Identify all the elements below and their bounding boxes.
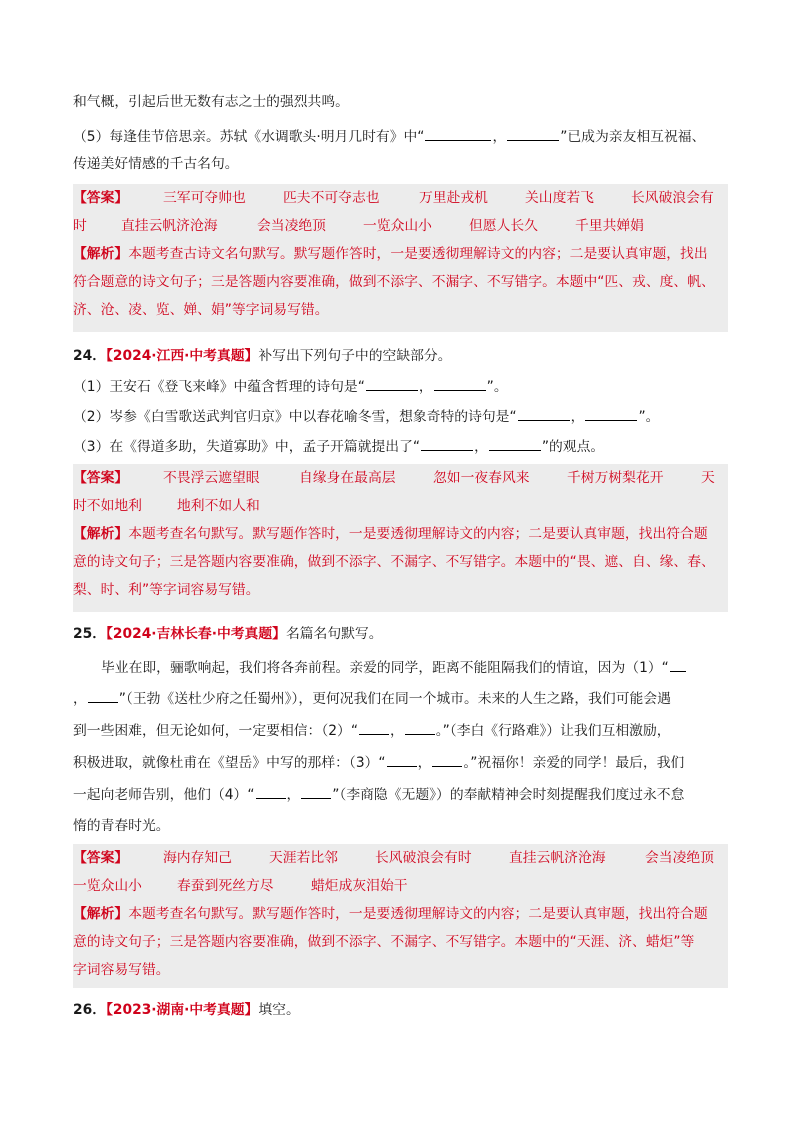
answer-item: 一览众山小 <box>363 218 432 234</box>
answer-blank <box>359 720 389 735</box>
answer-blank <box>256 784 286 799</box>
answer-item: 时不如地利 <box>73 498 142 514</box>
passage-line <box>73 784 684 804</box>
passage-line <box>101 657 687 677</box>
question-5 <box>73 126 705 146</box>
answer-blank <box>405 720 435 735</box>
answer-block <box>73 464 728 612</box>
answer-item: 但愿人长久 <box>469 218 538 234</box>
analysis-tag: 【解析】 <box>73 246 129 262</box>
answer-blank <box>518 406 570 421</box>
separator: ， <box>492 129 507 145</box>
analysis-text: 本题考查名句默写。默写题作答时，一是要透彻理解诗文的内容；二是要认真审题，找出符合题 <box>128 526 708 542</box>
analysis-tag: 【解析】 <box>73 906 129 922</box>
analysis-line <box>73 904 708 924</box>
answer-blank <box>489 436 541 451</box>
analysis-line: 济、沧、凌、览、婵、娟”等字词易写错。 <box>73 302 329 318</box>
question-source: 【2023·湖南·中考真题】 <box>106 1002 259 1018</box>
answer-item: 一览众山小 <box>73 878 142 894</box>
q5-text: ”已成为亲友相互祝福、 <box>560 129 706 145</box>
question-number: 24． <box>73 348 106 364</box>
passage-text: ， <box>389 723 404 739</box>
answer-item: 匹夫不可夺志也 <box>283 190 380 206</box>
sub-question-text: （1）王安石《登飞来峰》中蕴含哲理的诗句是“ <box>73 379 365 395</box>
answer-item: 千里共婵娟 <box>575 218 644 234</box>
q5-text: （5）每逢佳节倍思亲。苏轼《水调歌头·明月几时有》中“ <box>73 129 425 145</box>
analysis-line: 梨、时、利”等字词容易写错。 <box>73 582 260 598</box>
analysis-line: 符合题意的诗文句子；三是答题内容要准确，做到不添字、不漏字、不写错字。本题中“匹、戎、度、帆、 <box>73 274 715 290</box>
answer-blank <box>425 126 491 141</box>
answer-tag: 【答案】 <box>73 470 129 486</box>
answer-item: 天涯若比邻 <box>269 850 338 866</box>
sub-question-text: ”。 <box>638 409 660 425</box>
answer-item: 直挂云帆济沧海 <box>121 218 218 234</box>
question-stem: 填空。 <box>258 1002 300 1018</box>
answer-blank <box>366 376 418 391</box>
analysis-line <box>73 524 708 544</box>
passage-line <box>73 752 684 772</box>
answer-tag: 【答案】 <box>73 190 129 206</box>
passage-text: 到一些困难，但无论如何，一定要相信：（2）“ <box>73 723 358 739</box>
answer-block <box>73 844 728 988</box>
analysis-text: 本题考查古诗文名句默写。默写题作答时，一是要透彻理解诗文的内容；二是要认真审题，找出 <box>128 246 708 262</box>
passage-text: 。”祝福你！亲爱的同学！最后，我们 <box>463 755 685 771</box>
answer-item: 关山度若飞 <box>525 190 594 206</box>
passage-text: 毕业在即，骊歌响起，我们将各奔前程。亲爱的同学，距离不能阻隔我们的情谊，因为（1）“ <box>101 660 669 676</box>
question-source: 【2024·江西·中考真题】 <box>106 348 259 364</box>
answer-item: 会当凌绝顶 <box>645 850 714 866</box>
question-stem: 补写出下列句子中的空缺部分。 <box>258 348 452 364</box>
question-24-header <box>73 346 452 366</box>
separator: ， <box>570 409 585 425</box>
answer-item: 天 <box>701 470 715 486</box>
answer-item: 会当凌绝顶 <box>257 218 326 234</box>
question-number: 25． <box>73 626 106 642</box>
passage-text: ， <box>286 787 301 803</box>
passage-line <box>73 720 671 740</box>
answer-blank <box>670 657 686 672</box>
analysis-line: 字词容易写错。 <box>73 962 170 978</box>
answer-blank <box>301 784 331 799</box>
passage-line: 惰的青春时光。 <box>73 818 170 834</box>
separator: ， <box>474 439 488 455</box>
answer-row <box>73 468 715 488</box>
sub-question-text: （2）岑参《白雪歌送武判官归京》中以春花喻冬雪，想象奇特的诗句是“ <box>73 409 517 425</box>
answer-item: 长风破浪会有 <box>631 190 714 206</box>
answer-tag: 【答案】 <box>73 850 129 866</box>
answer-blank <box>434 376 486 391</box>
answer-item: 时 <box>73 218 87 234</box>
sub-question-text: ”的观点。 <box>541 439 605 455</box>
question-source: 【2024·吉林长春·中考真题】 <box>106 626 286 642</box>
answer-block <box>73 184 728 332</box>
answer-row <box>73 848 714 868</box>
analysis-tag: 【解析】 <box>73 526 129 542</box>
answer-blank <box>432 752 462 767</box>
passage-text: 一起向老师告别，他们（4）“ <box>73 787 255 803</box>
answer-item: 自缘身在最高层 <box>299 470 396 486</box>
sub-question-text: （3）在《得道多助，失道寡助》中，孟子开篇就提出了“ <box>73 439 421 455</box>
passage-text: ”（李商隐《无题》）的奉献精神会时刻提醒我们度过永不怠 <box>332 787 685 803</box>
answer-item: 地利不如人和 <box>177 498 260 514</box>
answer-blank <box>507 126 559 141</box>
analysis-line <box>73 244 708 264</box>
question-number: 26． <box>73 1002 106 1018</box>
sub-question-text: ”。 <box>486 379 508 395</box>
analysis-line: 意的诗文句子；三是答题内容要准确，做到不添字、不漏字、不写错字。本题中的“畏、遮、自、缘、春、 <box>73 554 715 570</box>
answer-item: 春蚕到死丝方尽 <box>177 878 274 894</box>
answer-item: 直挂云帆济沧海 <box>509 850 606 866</box>
answer-item: 蜡炬成灰泪始干 <box>311 878 408 894</box>
sub-question <box>73 376 508 396</box>
answer-blank <box>387 752 417 767</box>
text-line: 和气概，引起后世无数有志之士的强烈共鸣。 <box>73 94 349 110</box>
answer-blank <box>585 406 637 421</box>
passage-text: ， <box>73 691 87 707</box>
passage-line <box>73 688 671 708</box>
analysis-text: 本题考查名句默写。默写题作答时，一是要透彻理解诗文的内容；二是要认真审题，找出符合题 <box>128 906 708 922</box>
question-26-header <box>73 1000 300 1020</box>
answer-item: 长风破浪会有时 <box>375 850 472 866</box>
question-stem: 名篇名句默写。 <box>285 626 383 642</box>
question-25-header <box>73 624 383 644</box>
answer-item: 不畏浮云遮望眼 <box>163 470 260 486</box>
separator: ， <box>418 379 433 395</box>
analysis-line: 意的诗文句子；三是答题内容要准确，做到不添字、不漏字、不写错字。本题中的“天涯、济、蜡炬”等 <box>73 934 695 950</box>
answer-blank <box>88 688 118 703</box>
text-line: 传递美好情感的千古名句。 <box>73 156 239 172</box>
passage-text: 积极进取，就像杜甫在《望岳》中写的那样：（3）“ <box>73 755 386 771</box>
passage-text: ”（王勃《送杜少府之任蜀州》），更何况我们在同一个城市。未来的人生之路，我们可能会遇 <box>118 691 671 707</box>
answer-item: 三军可夺帅也 <box>163 190 246 206</box>
answer-blank <box>421 436 473 451</box>
passage-text: ， <box>417 755 432 771</box>
sub-question <box>73 406 659 426</box>
answer-item: 千树万树梨花开 <box>567 470 664 486</box>
sub-question <box>73 436 604 456</box>
answer-item: 万里赴戎机 <box>419 190 488 206</box>
answer-item: 忽如一夜春风来 <box>433 470 530 486</box>
answer-row <box>73 188 714 208</box>
answer-item: 海内存知己 <box>163 850 232 866</box>
passage-text: 。”（李白《行路难》）让我们互相激励， <box>435 723 671 739</box>
